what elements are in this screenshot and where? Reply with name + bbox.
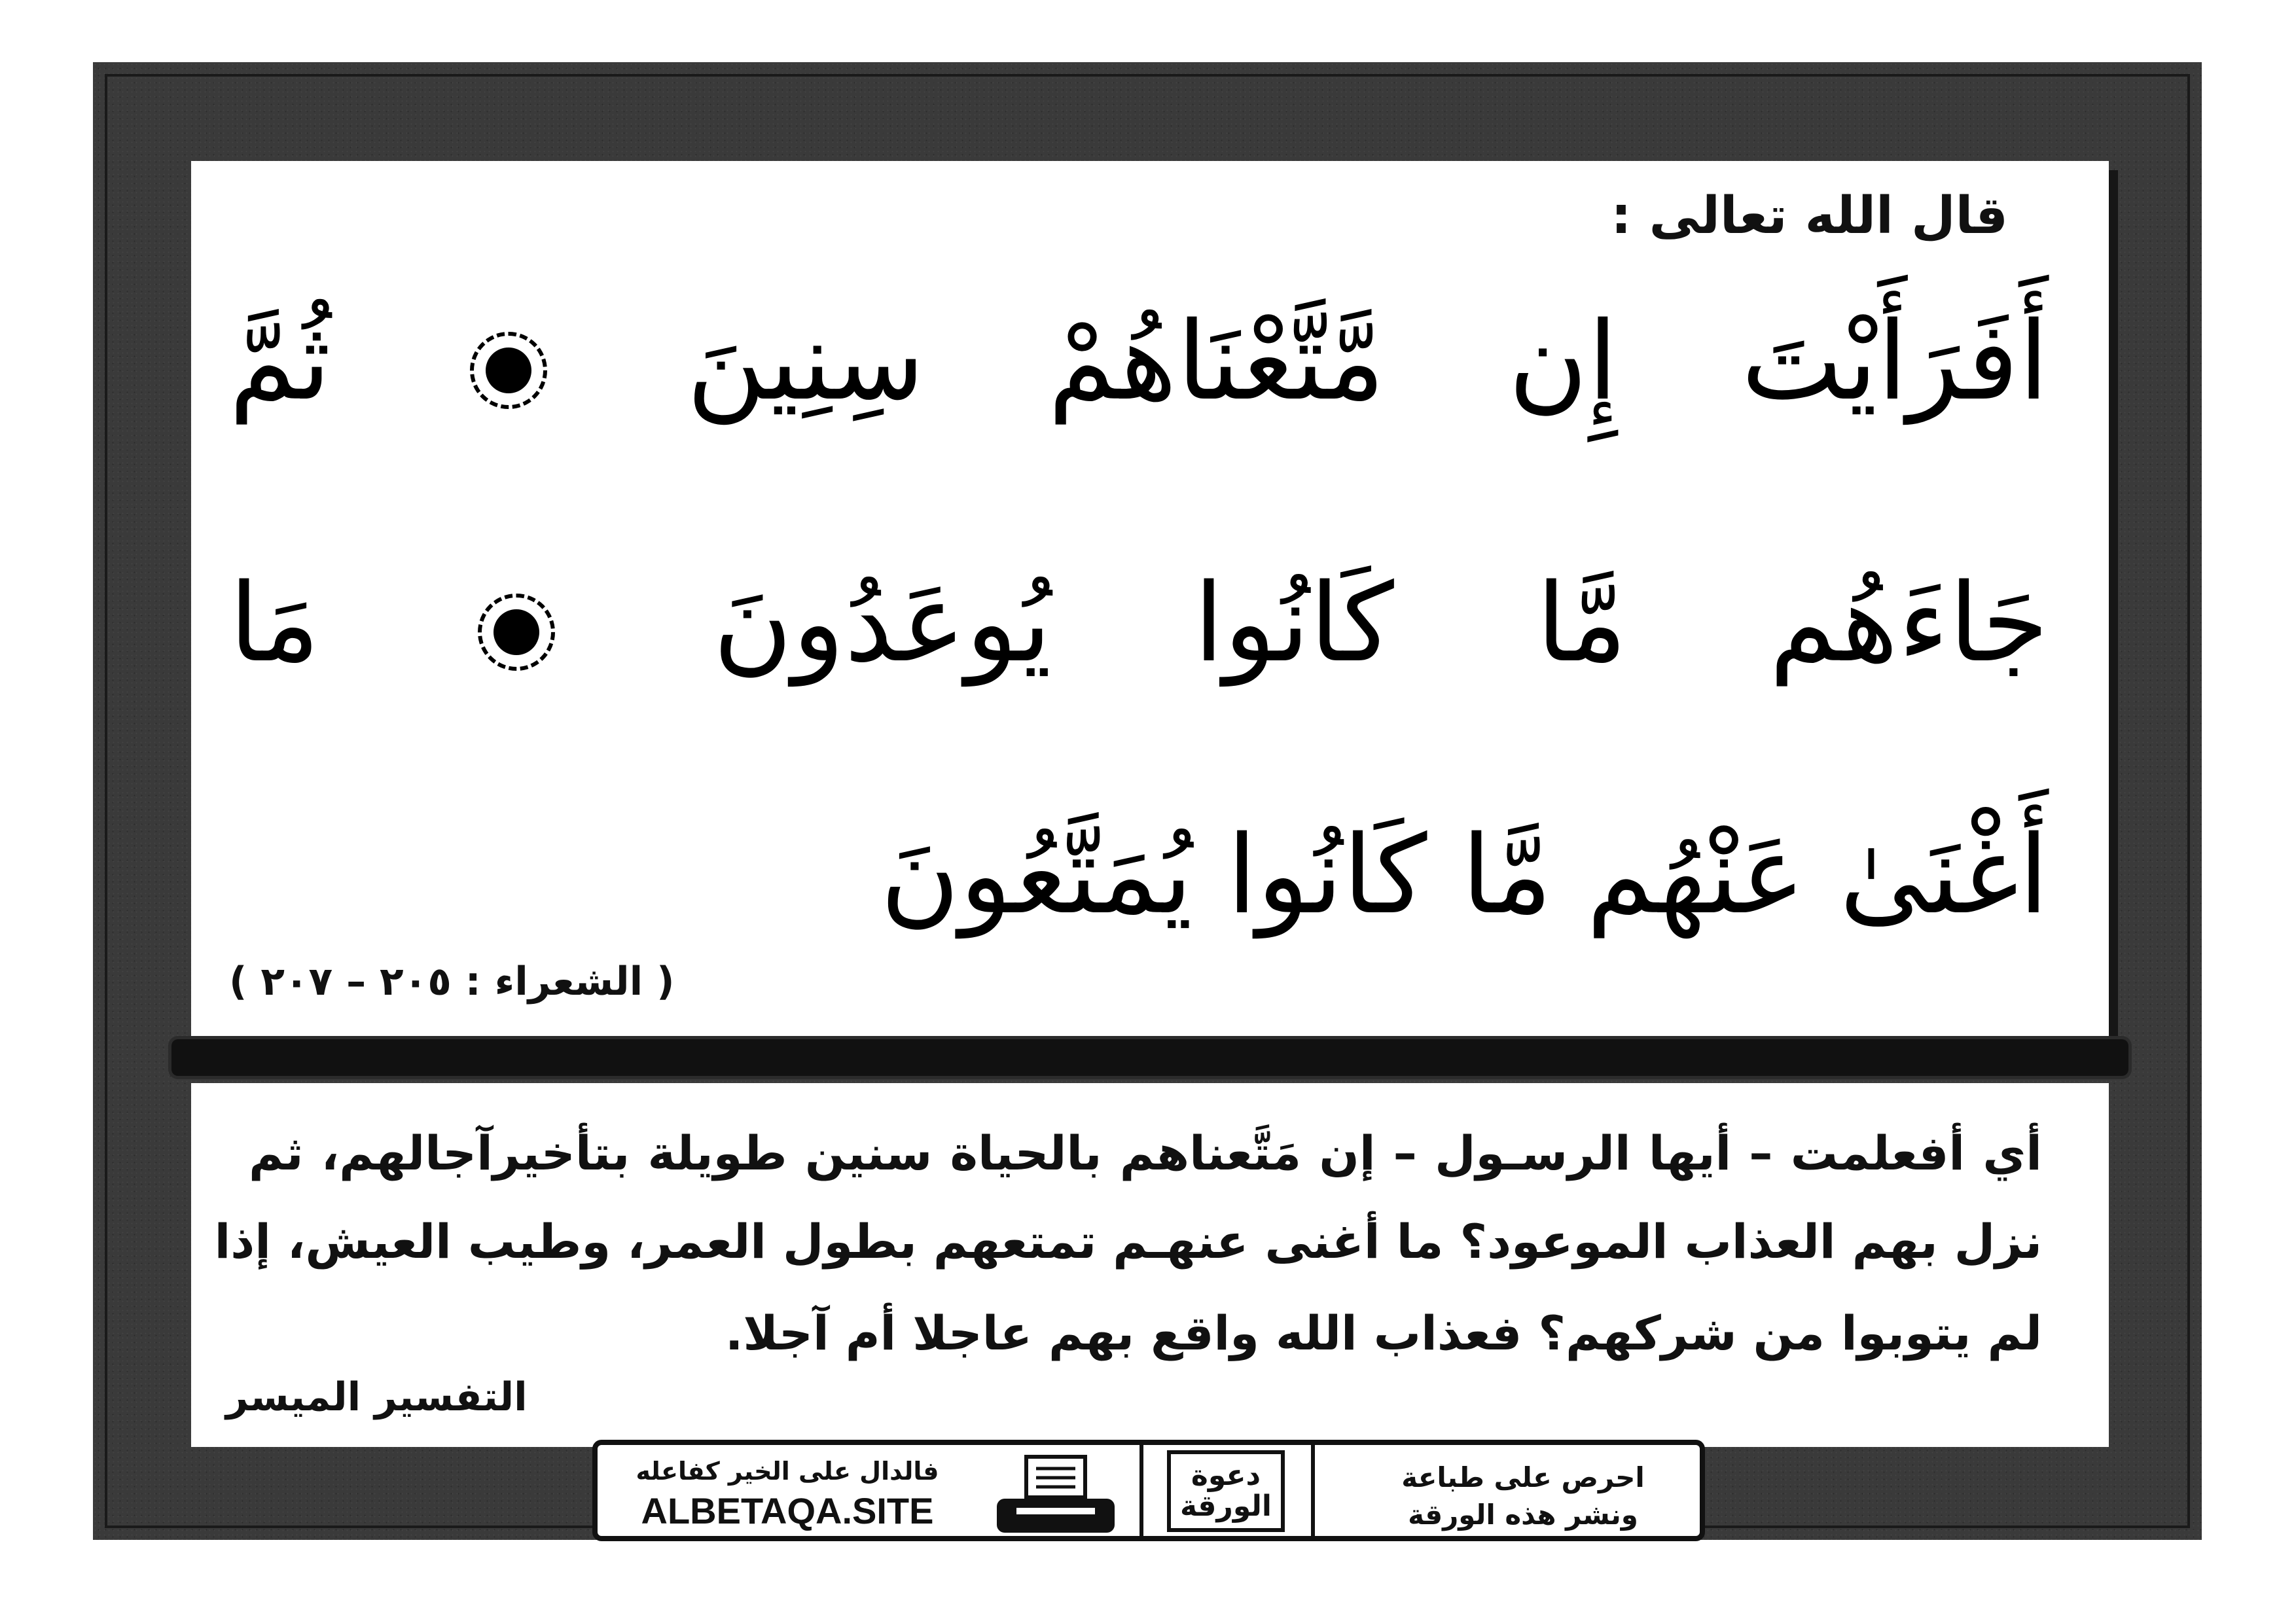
- logo: [1167, 1450, 1285, 1532]
- commentary-line-1: أي أفعلمت – أيها الرسـول – إن مَتَّعناهم بالحياة سنين طويلة بتأخيرآجالهم، ثم: [249, 1126, 2042, 1181]
- verse-line-2: [229, 560, 2049, 686]
- verse-text: جَاءَهُم مَّا كَانُوا يُوعَدُونَ: [713, 560, 2049, 686]
- tafsir-source: التفسير الميسر: [226, 1374, 528, 1420]
- heading: قال الله تعالى :: [1611, 187, 2008, 245]
- verse-line-3: أَغْنَىٰ عَنْهُم مَّا كَانُوا يُمَتَّعُونَ: [880, 812, 2049, 938]
- site-link[interactable]: ALBETAQA.SITE: [641, 1490, 934, 1531]
- verse-reference: ( الشعراء : ٢٠٥ – ٢٠٧ ): [229, 959, 675, 1005]
- footer-divider: [1139, 1445, 1143, 1536]
- logo-text: دعوة: [1191, 1459, 1261, 1493]
- verse-text: مَا: [229, 560, 320, 686]
- footer-banner: [592, 1440, 1705, 1541]
- divider-bar: [171, 1039, 2128, 1076]
- cta-line: ونشر هذه الورقة: [1408, 1498, 1638, 1531]
- footer-call-to-action: [1379, 1459, 1667, 1533]
- ayah-end-icon: [470, 332, 547, 409]
- commentary-line-2: نزل بهم العذاب الموعود؟ ما أغنى عنهـم تمتعهم بطول العمر، وطيب العيش، إذا: [214, 1214, 2042, 1269]
- printer-icon: [990, 1454, 1121, 1536]
- footer-saying: فالدال على الخير كفاعله: [636, 1457, 939, 1486]
- cta-line: احرص على طباعة: [1401, 1461, 1645, 1493]
- commentary-line-3: لم يتوبوا من شركهم؟ فعذاب الله واقع بهم عاجلا أم آجلا.: [725, 1306, 2042, 1361]
- footer-divider: [1311, 1445, 1315, 1536]
- verse-text: ثُمَّ: [229, 298, 331, 424]
- verse-line-1: [229, 298, 2049, 424]
- verse-text: أَفَرَأَيْتَ إِن مَّتَّعْنَاهُمْ سِنِينَ: [687, 298, 2049, 424]
- ayah-end-icon: [478, 594, 555, 671]
- logo-text: الورقة: [1180, 1489, 1272, 1523]
